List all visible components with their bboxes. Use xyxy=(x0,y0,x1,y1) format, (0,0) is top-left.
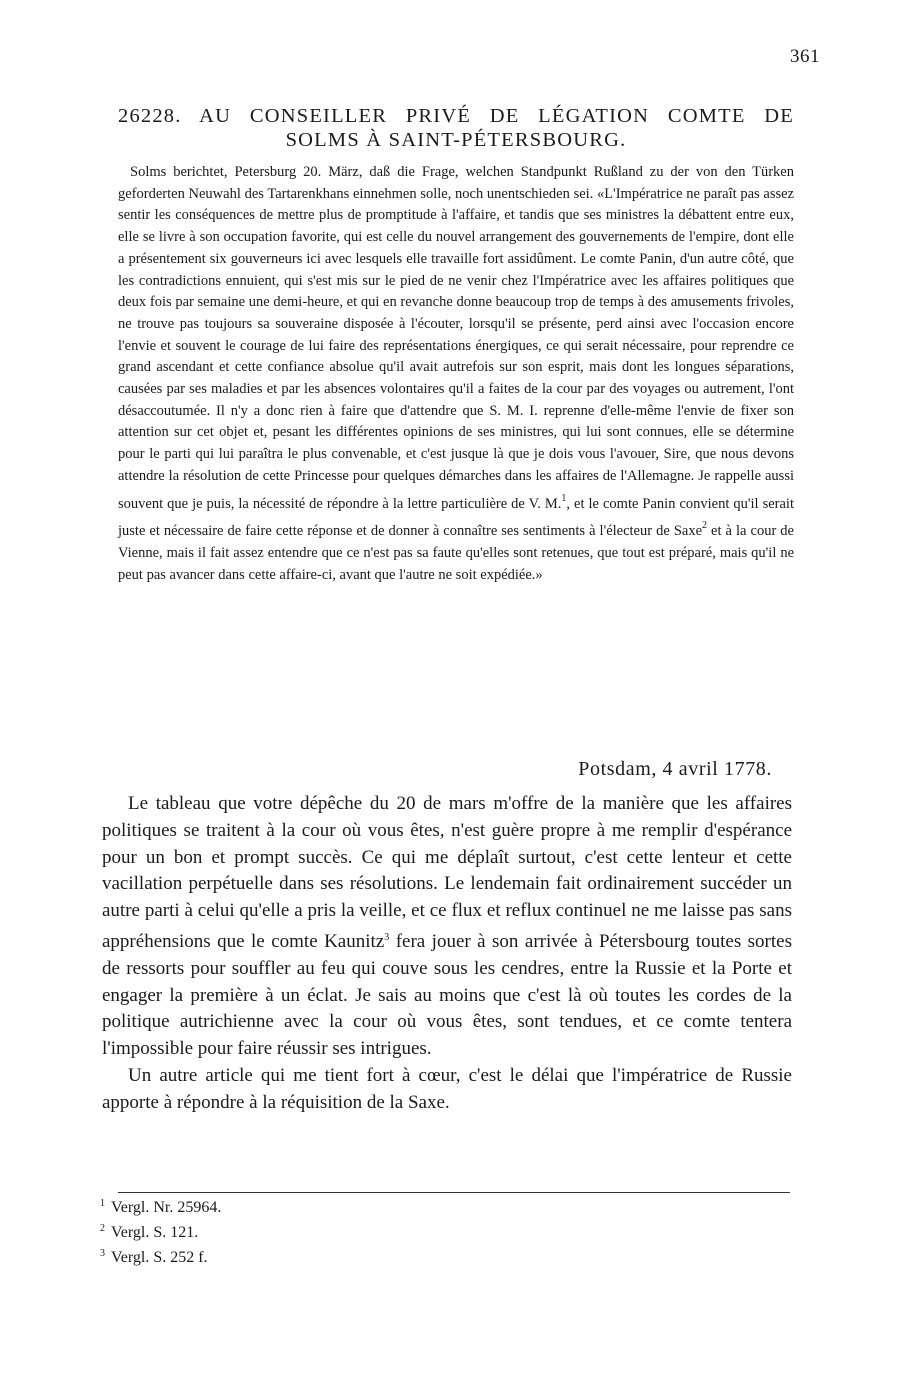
body-paragraph-1 xyxy=(102,791,792,1063)
footnote-ref-3: 3 xyxy=(384,931,390,943)
footnote-text: Vergl. S. 252 f. xyxy=(111,1249,208,1266)
footnote-ref-2: 2 xyxy=(702,520,708,532)
footnote-number: 1 xyxy=(100,1198,105,1209)
german-summary-paragraph xyxy=(118,162,794,586)
summary-text-end: et à la cour de Vienne, mais il fait assez entendre que ce n'est pas sa faute qu'elles sont retenues, que tout est préparé, mais qu'il ne peut pas avancer dans cette affaire-ci, avant que l'autre ne soit expédiée.» xyxy=(118,523,794,583)
footnote-1 xyxy=(100,1193,221,1218)
body-p1-text: Le tableau que votre dépêche du 20 de mars m'offre de la manière que les affaires politiques se traitent à la cour où vous êtes, n'est guère propre à me remplir d'espérance pour un bon et prompt succès. Ce qui me déplaît surtout, c'est cette lenteur et cette vacillation perpétuelle dans ses résolutions. Le lendemain fait ordinairement succéder un autre parti à celui qu'elle a pris la veille, et ce flux et reflux continuel ne me laisse pas sans appréhensions que le comte Kaunitz xyxy=(102,793,792,952)
footnote-text: Vergl. Nr. 25964. xyxy=(111,1199,222,1216)
page-number: 361 xyxy=(790,46,820,67)
body-p1-text-cont: fera jouer à son arrivée à Pétersbourg toutes sortes de ressorts pour souffler au feu qui couve sous les cendres, entre la Russie et la Porte et engager la première à un éclat. Je sais au moins que c'est là où toutes les cordes de la politique autrichienne avec la cour où vous êtes, sont tendues, et ce comte tentera l'impossible pour faire réussir ses intrigues. xyxy=(102,930,792,1060)
dateline: Potsdam, 4 avril 1778. xyxy=(578,758,772,780)
letter-body xyxy=(102,791,792,1117)
summary-text: Solms berichtet, Petersburg 20. März, daß die Frage, welchen Standpunkt Rußland zu der von den Türken geforderten Neuwahl des Tartarenkhans einnehmen solle, noch unentschieden sei. «L'Impératrice ne paraît pas assez sentir les conséquences de mettre plus de promptitude à l'affaire, et tandis que ses ministres la débattent entre eux, elle se livre à son occupation favorite, qui est celle du nouvel arrangement des gouvernements de l'empire, dont elle a présentement six gouverneurs ici avec lesquels elle travaille fort assidûment. Le comte Panin, d'un autre côté, que les contradictions ennuient, qui s'est mis sur le pied de ne venir chez l'Impératrice avec les affaires politiques que deux fois par semaine une demi-heure, et qui en revanche donne beaucoup trop de temps à des amusements frivoles, ne trouve pas toujours sa souveraine disposée à l'écouter, lorsqu'il se présente, perd ainsi avec l'occasion encore l'envie et souvent le courage de lui faire des représentations énergiques, ce qui serait nécessaire, pour reprendre ce grand ascendant et cette confiance absolue qu'il avait autrefois sur son esprit, mais dont les longues séparations, causées par ses maladies et par les absences volontaires qu'il a faites de la cour par des voyages ou autrement, l'ont désaccoutumée. Il n'y a donc rien à faire que d'attendre que S. M. I. reprenne d'elle-même l'envie de fixer son attention sur cet objet et, pesant les différentes opinions de ses ministres, qui lui sont connues, elle se détermine pour le parti qui lui paraîtra le plus convenable, et c'est jusque là que je dois vous l'avouer, Sire, que nous devons attendre la résolution de cette Princesse pour quelques démarches dans les affaires de l'Allemagne. Je rappelle aussi souvent que je puis, la nécessité de répondre à la lettre particulière de V. M. xyxy=(118,164,794,512)
footnote-ref-1: 1 xyxy=(561,492,567,504)
footnote-number: 3 xyxy=(100,1248,105,1259)
summary-text-cont: , et le comte Panin convient qu'il serait juste et nécessaire de faire cette réponse et de donner à connaître ses sentiments à l'électeur de Saxe xyxy=(118,495,794,540)
heading-line-1: 26228. AU CONSEILLER PRIVÉ DE LÉGATION COMTE DE xyxy=(118,105,794,127)
footnote-2 xyxy=(100,1218,221,1243)
heading-line-2: SOLMS À SAINT-PÉTERSBOURG. xyxy=(285,129,627,151)
document-heading xyxy=(118,104,794,152)
footnote-number: 2 xyxy=(100,1223,105,1234)
footnote-text: Vergl. S. 121. xyxy=(111,1224,199,1241)
footnote-3 xyxy=(100,1243,221,1268)
body-paragraph-2: Un autre article qui me tient fort à cœur, c'est le délai que l'impératrice de Russie apporte à répondre à la réquisition de la Saxe. xyxy=(102,1064,792,1113)
footnotes xyxy=(100,1193,221,1268)
